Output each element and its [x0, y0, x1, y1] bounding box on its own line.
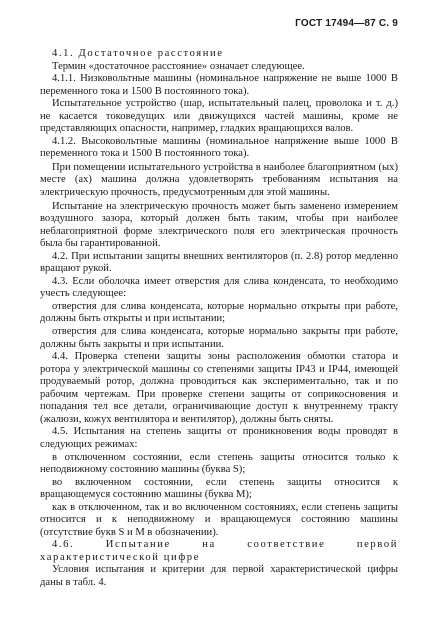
paragraph: Испытание на электрическую прочность может быть заменено измерением воздушного зазора, который должен быть таким, чтобы при наиболее неблагоприятной форме электрического поля его электрическая прочность была бы гарантированной. [40, 200, 398, 250]
paragraph: отверстия для слива конденсата, которые нормально открыты при работе, должны быть открыты и при испытании; [40, 300, 398, 325]
section-heading-4-1: 4.1. Достаточное расстояние [52, 48, 224, 59]
paragraph: 4.1.1. Низковольтные машины (номинальное напряжение не выше 1000 В переменного тока и 1500 В постоянного тока). [40, 73, 398, 97]
paragraph: 4.5. Испытания на степень защиты от проникновения воды проводят в следующих режимах: [40, 426, 398, 450]
paragraph: Испытательное устройство (шар, испытательный палец, проволока и т. д.) не касается токоведущих или движущихся частей машины, кроме не представляющих опасности, например, гладких вращающихся валов. [40, 98, 398, 135]
paragraph: Термин «достаточное расстояние» означает следующее. [52, 60, 305, 72]
paragraph: 4.2. При испытании защиты внешних вентиляторов (п. 2.8) ротор медленно вращают рукой. [40, 250, 398, 275]
paragraph: При помещении испытательного устройства в наиболее благоприятном (ых) месте (ах) машина должна удовлетворять требованиям испытания на электрическую прочность, предусмотренным для этой машины. [40, 161, 398, 199]
page-header: ГОСТ 17494—87 С. 9 [295, 18, 398, 29]
paragraph: 4.3. Если оболочка имеет отверстия для слива конденсата, то необходимо учесть следующее: [40, 275, 398, 300]
paragraph: отверстия для слива конденсата, которые нормально закрыты при работе, должны быть закрыты и при испытании. [40, 326, 398, 350]
paragraph: во включенном состоянии, если степень защиты относится к вращающемуся состоянию машины (буква М); [40, 476, 398, 501]
paragraph: в отключенном состоянии, если степень защиты относится только к неподвижному состоянию машины (буква S); [40, 451, 398, 476]
paragraph: 4.1.2. Высоковольтные машины (номинальное напряжение выше 1000 В переменного тока и 1500 В постоянного тока). [40, 135, 398, 160]
paragraph: как в отключенном, так и во включенном состояниях, если степень защиты относится и к неподвижному и вращающемуся состоянию машины (отсутствие букв S и M в обозначении). [40, 501, 398, 538]
document-body [40, 48, 398, 590]
paragraph: Условия испытания и критерии для первой характеристической цифры даны в табл. 4. [40, 564, 398, 588]
paragraph: 4.4. Проверка степени защиты зоны расположения обмотки статора и ротора у электрической машины со степенями защиты IP43 и IP44, имеющей продуваемый ротор, должна проводиться как экспериментально, так и по рабочим чертежам. При проверке степени защиты от соприкосновения и попадания тел все детали, ограничивающие доступ к внутреннему тракту (жалюзи, кожух вентилятора и вентилятор), должны быть сняты. [40, 351, 398, 425]
section-heading-4-6: 4.6. Испытание на соответствие первой характеристической цифре [40, 539, 398, 563]
